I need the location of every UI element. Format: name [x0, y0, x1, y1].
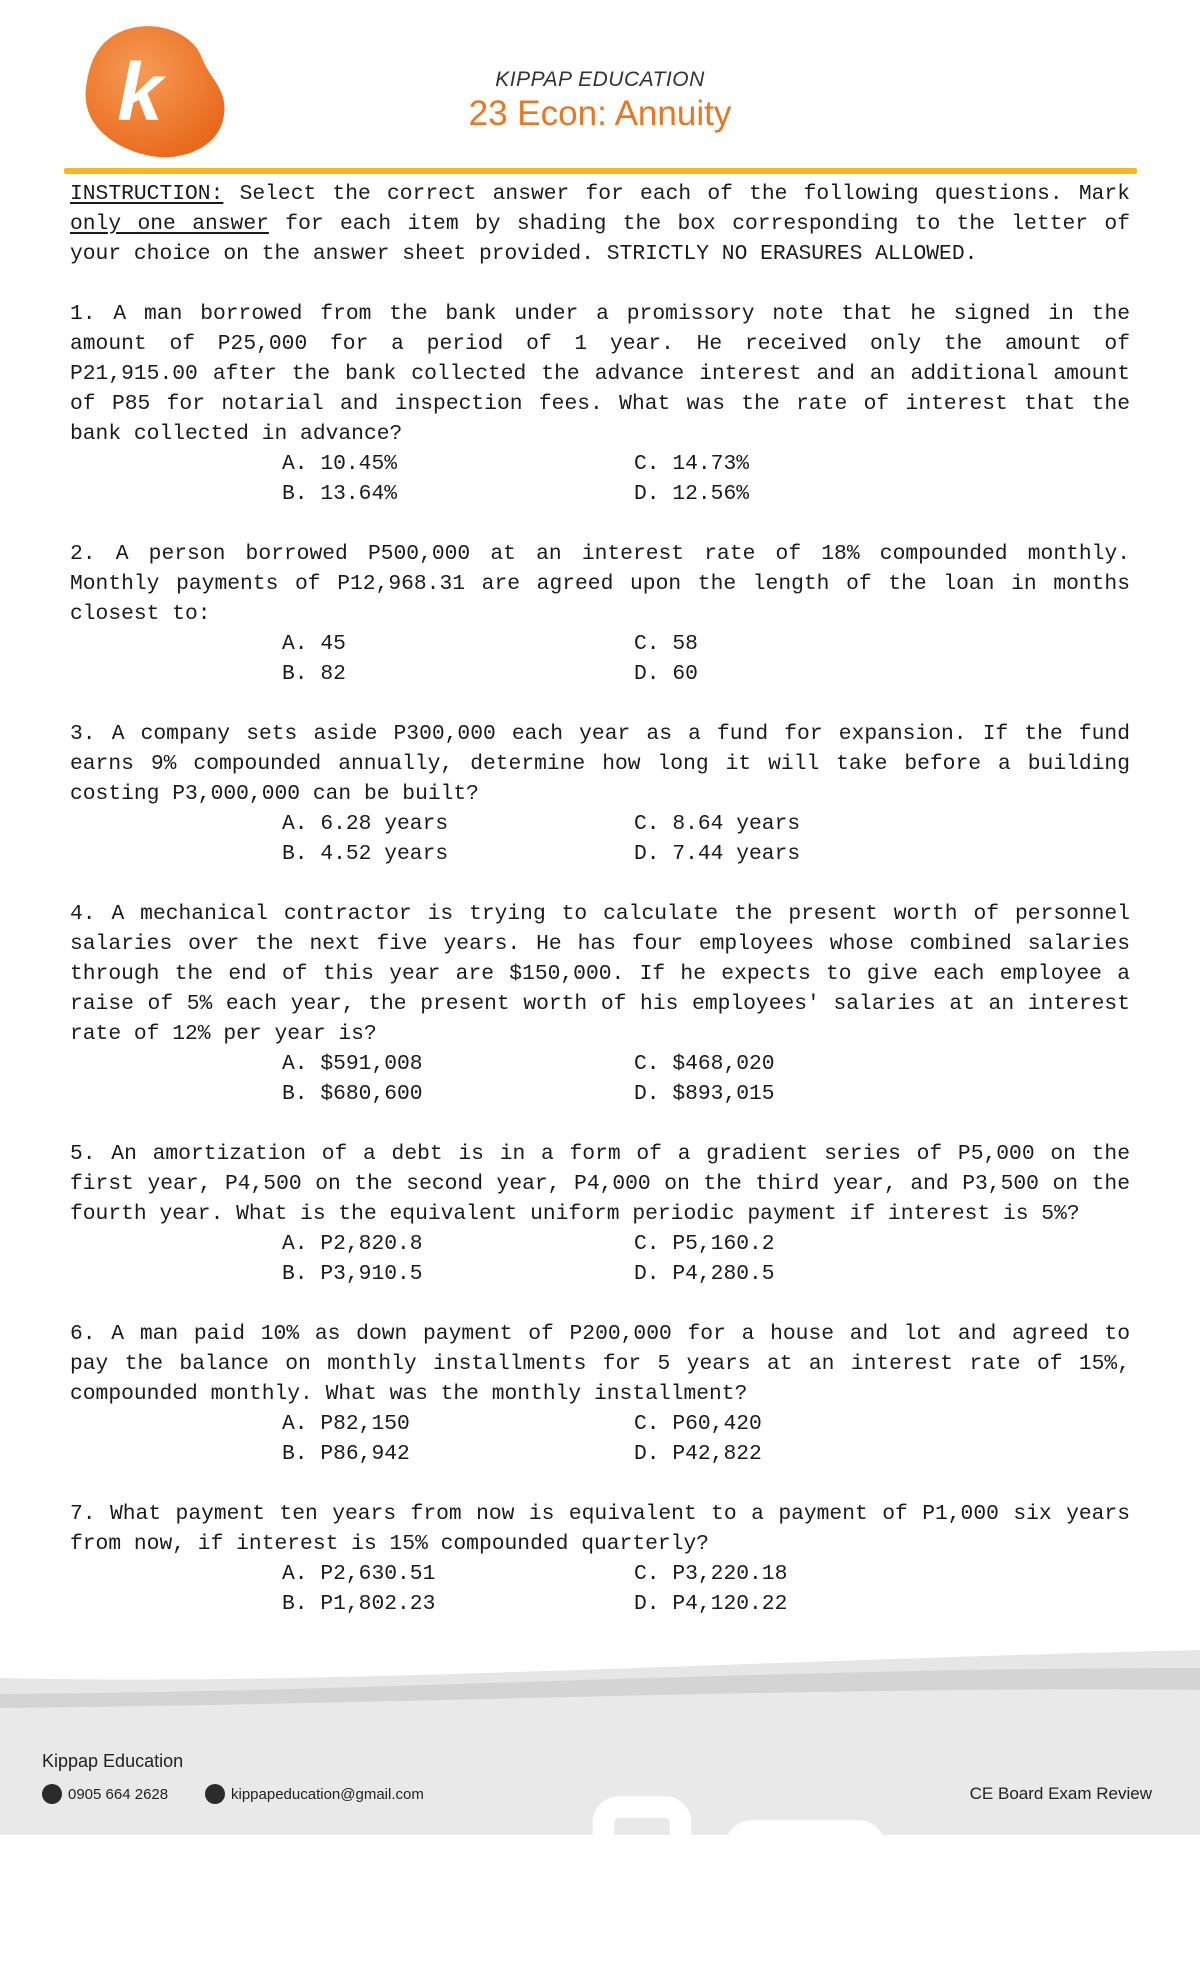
- answer-choice: B. 82: [282, 662, 346, 686]
- question-text: 4. A mechanical contractor is trying to calculate the present worth of personnel salaries over the next five years. He has four employees whose combined salaries through the end of this year are $150,000. If he expects to give each employee a raise of 5% each year, the present worth of his employees' salaries at an interest rate of 12% per year is?: [70, 902, 1130, 1046]
- answer-choice: D. P42,822: [634, 1442, 762, 1466]
- choice-list: [282, 1409, 1130, 1469]
- answer-choice: B. P86,942: [282, 1442, 410, 1466]
- answer-choice: A. $591,008: [282, 1052, 423, 1076]
- question-item: [70, 1499, 1130, 1619]
- question-item: [70, 1139, 1130, 1289]
- org-name: KIPPAP EDUCATION: [495, 68, 705, 91]
- answer-choice: C. P60,420: [634, 1412, 762, 1436]
- answer-choice: D. 12.56%: [634, 482, 750, 506]
- question-text: 6. A man paid 10% as down payment of P200,000 for a house and lot and agreed to pay the balance on monthly installments for 5 years at an interest rate of 15%, compounded monthly. What was the monthly installment?: [70, 1322, 1130, 1406]
- answer-choice: C. 14.73%: [634, 452, 750, 476]
- choice-list: [282, 1229, 1130, 1289]
- answer-choice: C. $468,020: [634, 1052, 775, 1076]
- instruction-emphasis: only one answer: [70, 212, 269, 236]
- answer-choice: A. 45: [282, 632, 346, 656]
- instruction: [70, 179, 1130, 269]
- question-item: [70, 299, 1130, 509]
- answer-choice: D. 7.44 years: [634, 842, 801, 866]
- question-item: [70, 539, 1130, 689]
- question-list: [70, 299, 1130, 1619]
- answer-choice: C. P5,160.2: [634, 1232, 775, 1256]
- answer-choice: A. 6.28 years: [282, 812, 449, 836]
- footer-email-text[interactable]: kippapeducation@gmail.com: [231, 1785, 424, 1803]
- answer-choice: C. P3,220.18: [634, 1562, 788, 1586]
- choice-list: [282, 449, 1130, 509]
- question-text: 1. A man borrowed from the bank under a promissory note that he signed in the amount of P25,000 for a period of 1 year. He received only the amount of P21,915.00 after the bank collected the advance interest and an additional amount of P85 for notarial and inspection fees. What was the rate of interest that the bank collected in advance?: [70, 302, 1130, 446]
- question-text: 5. An amortization of a debt is in a form of a gradient series of P5,000 on the first year, P4,500 on the second year, P4,000 on the third year, and P3,500 on the fourth year. What is the equivalent uniform periodic payment if interest is 5%?: [70, 1142, 1130, 1226]
- instruction-label: INSTRUCTION:: [70, 182, 224, 206]
- answer-choice: B. 4.52 years: [282, 842, 449, 866]
- header-rule: [64, 168, 1137, 174]
- answer-choice: C. 58: [634, 632, 698, 656]
- question-text: 7. What payment ten years from now is equivalent to a payment of P1,000 six years from now, if interest is 15% compounded quarterly?: [70, 1502, 1130, 1556]
- answer-choice: D. P4,120.22: [634, 1592, 788, 1616]
- phone-icon: [42, 1784, 62, 1804]
- answer-choice: A. P2,820.8: [282, 1232, 423, 1256]
- answer-choice: D. $893,015: [634, 1082, 775, 1106]
- answer-choice: A. 10.45%: [282, 452, 398, 476]
- question-item: [70, 1319, 1130, 1469]
- answer-choice: B. 13.64%: [282, 482, 398, 506]
- footer-email: [205, 1784, 424, 1804]
- question-item: [70, 719, 1130, 869]
- choice-list: [282, 1049, 1130, 1109]
- footer-phone-text: 0905 664 2628: [68, 1785, 169, 1803]
- answer-choice: A. P82,150: [282, 1412, 410, 1436]
- choice-list: [282, 809, 1130, 869]
- instruction-text-a: Select the correct answer for each of the following questions. Mark: [223, 182, 1130, 206]
- email-icon: [205, 1784, 225, 1804]
- exam-content: [70, 179, 1130, 1619]
- choice-list: [282, 1559, 1130, 1619]
- page-header: [0, 0, 1200, 176]
- question-text: 3. A company sets aside P300,000 each year as a fund for expansion. If the fund earns 9% compounded annually, determine how long it will take before a building costing P3,000,000 can be built?: [70, 722, 1130, 806]
- document-title: 23 Econ: Annuity: [468, 94, 732, 133]
- choice-list: [282, 629, 1130, 689]
- answer-choice: D. P4,280.5: [634, 1262, 775, 1286]
- page-footer: [0, 1650, 1200, 1835]
- question-text: 2. A person borrowed P500,000 at an interest rate of 18% compounded monthly. Monthly payments of P12,968.31 are agreed upon the length of the loan in months closest to:: [70, 542, 1130, 626]
- answer-choice: B. P1,802.23: [282, 1592, 436, 1616]
- answer-choice: C. 8.64 years: [634, 812, 801, 836]
- instruction-text-b: for each item by shading the box corresponding to the letter of your choice on the answer sheet provided. STRICTLY NO ERASURES ALLOWED.: [70, 212, 1130, 266]
- answer-choice: B. P3,910.5: [282, 1262, 423, 1286]
- answer-choice: B. $680,600: [282, 1082, 423, 1106]
- answer-choice: D. 60: [634, 662, 698, 686]
- answer-choice: A. P2,630.51: [282, 1562, 436, 1586]
- footer-org: Kippap Education: [42, 1751, 184, 1771]
- logo-letter: k: [117, 47, 163, 138]
- question-item: [70, 899, 1130, 1109]
- footer-tagline: CE Board Exam Review: [969, 1784, 1152, 1803]
- footer-phone: [42, 1784, 168, 1804]
